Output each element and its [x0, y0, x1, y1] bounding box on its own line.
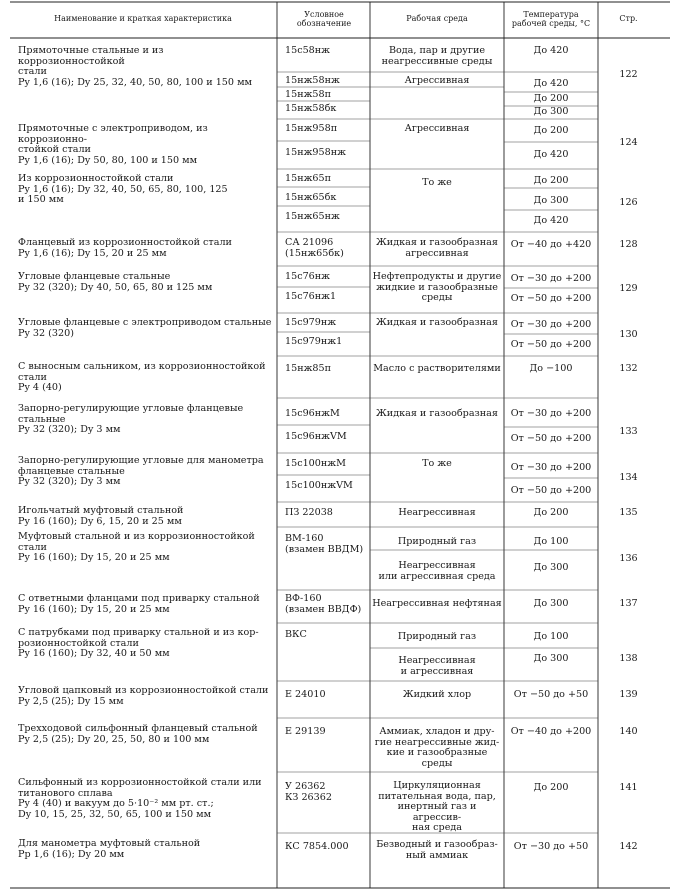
row-medium: Неагрессивная — [398, 507, 476, 518]
row-name: Прямоточные с электроприводом, из коррозионно- стойкой стали Py 1,6 (16); Dy 50, 80, 100 и 150 мм — [18, 123, 208, 166]
row-temperature: От −30 до +200 — [510, 319, 592, 330]
header-page: Стр. — [619, 14, 638, 23]
row-code: 15с96нжVM — [285, 431, 347, 442]
row-code: ВКС — [285, 629, 307, 640]
row-temperature: До 300 — [533, 598, 569, 609]
row-medium: Аммиак, хладон и дру- гие неагрессивные жид- кие и газообразные среды — [374, 726, 500, 769]
row-medium: Природный газ — [397, 536, 477, 547]
row-code: КС 7854.000 — [285, 841, 349, 852]
row-page: 132 — [619, 363, 638, 374]
row-code: 15с979нж1 — [285, 336, 343, 347]
row-medium: То же — [422, 177, 452, 188]
row-medium: Вода, пар и другие неагрессивные среды — [381, 45, 493, 67]
row-page: 138 — [619, 653, 638, 664]
row-temperature: От −50 до +50 — [513, 689, 589, 700]
row-temperature: От −30 до +50 — [513, 841, 589, 852]
row-temperature: От −40 до +420 — [510, 239, 592, 250]
row-code: 15с100нжМ — [285, 458, 346, 469]
row-temperature: До 420 — [533, 78, 569, 89]
row-page: 142 — [619, 841, 638, 852]
row-name: Запорно-регулирующие угловые для манометра фланцевые стальные Py 32 (320); Dy 3 мм — [18, 455, 264, 487]
row-page: 128 — [619, 239, 638, 250]
row-page: 139 — [619, 689, 638, 700]
row-medium: Нефтепродукты и другие жидкие и газообразные среды — [372, 271, 502, 303]
header-code: Условное обозначение — [296, 10, 352, 28]
row-temperature: До 200 — [533, 125, 569, 136]
row-temperature: До −100 — [529, 363, 573, 374]
row-temperature: До 200 — [533, 175, 569, 186]
row-name: Из коррозионностойкой стали Py 1,6 (16); Dy 32, 40, 50, 65, 80, 100, 125 и 150 мм — [18, 173, 228, 205]
row-code: ВМ-160 (взамен ВВДМ) — [285, 533, 364, 555]
header-name: Наименование и краткая характеристика — [54, 14, 232, 23]
row-name: Муфтовый стальной и из коррозионностойкой стали Py 16 (160); Dy 15, 20 и 25 мм — [18, 531, 255, 563]
row-medium: Жидкий хлор — [402, 689, 472, 700]
row-name: Угловые фланцевые стальные Py 32 (320); Dy 40, 50, 65, 80 и 125 мм — [18, 271, 213, 293]
row-temperature: От −30 до +200 — [510, 273, 592, 284]
row-name: Трехходовой сильфонный фланцевый стальной Py 2,5 (25); Dy 20, 25, 50, 80 и 100 мм — [18, 723, 258, 745]
row-medium: Безводный и газообраз- ный аммиак — [376, 839, 498, 861]
row-temperature: От −50 до +200 — [510, 293, 592, 304]
row-name: С патрубками под приварку стальной и из кор- розионностойкой стали Py 16 (160); Dy 32, 40 и 50 мм — [18, 627, 259, 659]
row-temperature: До 420 — [533, 215, 569, 226]
row-temperature: До 300 — [533, 562, 569, 573]
row-temperature: До 300 — [533, 653, 569, 664]
row-temperature: От −40 до +200 — [510, 726, 592, 737]
row-code: 15с979нж — [285, 317, 337, 328]
row-medium: То же — [422, 458, 452, 469]
row-page: 126 — [619, 197, 638, 208]
header-temperature: Температура рабочей среды, °С — [511, 10, 591, 28]
row-code: 15с58нж — [285, 45, 331, 56]
row-medium: Агрессивная — [404, 75, 470, 86]
row-name: Угловые фланцевые с электроприводом стальные Py 32 (320) — [18, 317, 272, 339]
row-medium: Неагрессивная нефтяная — [372, 598, 502, 609]
row-code: 15с76нж — [285, 271, 331, 282]
row-code: 15с96нжМ — [285, 408, 340, 419]
row-name: Угловой цапковый из коррозионностойкой стали Py 2,5 (25); Dy 15 мм — [18, 685, 269, 707]
row-code: 15с100нжVM — [285, 480, 353, 491]
row-page: 137 — [619, 598, 638, 609]
row-code: У 26362 КЗ 26362 — [285, 781, 332, 803]
row-temperature: От −30 до +200 — [510, 462, 592, 473]
row-page: 130 — [619, 329, 638, 340]
row-page: 135 — [619, 507, 638, 518]
row-name: Запорно-регулирующие угловые фланцевые стальные Py 32 (320); Dy 3 мм — [18, 403, 244, 435]
row-temperature: От −50 до +200 — [510, 485, 592, 496]
row-temperature: До 100 — [533, 631, 569, 642]
row-medium: Жидкая и газообразная агрессивная — [376, 237, 498, 259]
row-medium: Жидкая и газообразная — [376, 408, 498, 419]
row-temperature: До 300 — [533, 106, 569, 117]
row-page: 124 — [619, 137, 638, 148]
row-page: 122 — [619, 69, 638, 80]
row-temperature: До 420 — [533, 149, 569, 160]
row-code: 15нж58нж — [285, 75, 340, 86]
row-temperature: До 200 — [533, 507, 569, 518]
row-temperature: До 300 — [533, 195, 569, 206]
row-page: 134 — [619, 472, 638, 483]
header-medium: Рабочая среда — [406, 14, 468, 23]
row-code: 15нж58п — [285, 89, 332, 100]
row-temperature: До 200 — [533, 782, 569, 793]
row-temperature: До 420 — [533, 45, 569, 56]
row-code: 15нж958п — [285, 123, 338, 134]
row-temperature: От −50 до +200 — [510, 339, 592, 350]
row-code: 15нж85п — [285, 363, 332, 374]
row-code: СА 21096 (15нж65бк) — [285, 237, 344, 259]
row-name: Сильфонный из коррозионностойкой стали или титанового сплава Py 4 (40) и вакуум до 5·10⁻² мм рт. ст.; Dy 10, 15, 25, 32, 50, 65, 100 и 150 мм — [18, 777, 262, 820]
row-medium: Жидкая и газообразная — [376, 317, 498, 328]
row-page: 133 — [619, 426, 638, 437]
row-page: 141 — [619, 782, 638, 793]
row-temperature: От −30 до +200 — [510, 408, 592, 419]
row-name: Игольчатый муфтовый стальной Py 16 (160); Dy 6, 15, 20 и 25 мм — [18, 505, 184, 527]
row-name: Прямоточные стальные и из коррозионностойкой стали Py 1,6 (16); Dy 25, 32, 40, 50, 80, 100 и 150 мм — [18, 45, 252, 88]
row-code: 15нж58бк — [285, 103, 337, 114]
row-code: ПЗ 22038 — [285, 507, 333, 518]
row-medium: Масло с растворителями — [373, 363, 501, 374]
row-medium: Агрессивная — [404, 123, 470, 134]
row-medium: Циркуляционная питательная вода, пар, инертный газ и агрессив- ная среда — [378, 780, 496, 833]
row-name: С ответными фланцами под приварку стальной Py 16 (160); Dy 15, 20 и 25 мм — [18, 593, 260, 615]
row-code: Е 29139 — [285, 726, 326, 737]
row-name: Для манометра муфтовый стальной Pp 1,6 (16); Dy 20 мм — [18, 838, 201, 860]
row-page: 136 — [619, 553, 638, 564]
row-name: С выносным сальником, из коррозионностойкой стали Py 4 (40) — [18, 361, 266, 393]
row-temperature: От −50 до +200 — [510, 433, 592, 444]
row-code: 15нж958нж — [285, 147, 346, 158]
row-medium: Природный газ — [397, 631, 477, 642]
row-code: ВФ-160 (взамен ВВДФ) — [285, 593, 362, 615]
row-page: 129 — [619, 283, 638, 294]
row-page: 140 — [619, 726, 638, 737]
row-code: 15с76нж1 — [285, 291, 337, 302]
row-code: 15нж65бк — [285, 192, 337, 203]
row-code: 15нж65п — [285, 173, 332, 184]
row-name: Фланцевый из коррозионностойкой стали Py 1,6 (16); Dy 15, 20 и 25 мм — [18, 237, 232, 259]
row-temperature: До 200 — [533, 93, 569, 104]
row-medium: Неагрессивная или агрессивная среда — [378, 560, 496, 582]
row-medium: Неагрессивная и агрессивная — [398, 655, 476, 677]
row-temperature: До 100 — [533, 536, 569, 547]
row-code: 15нж65нж — [285, 211, 340, 222]
row-code: Е 24010 — [285, 689, 326, 700]
